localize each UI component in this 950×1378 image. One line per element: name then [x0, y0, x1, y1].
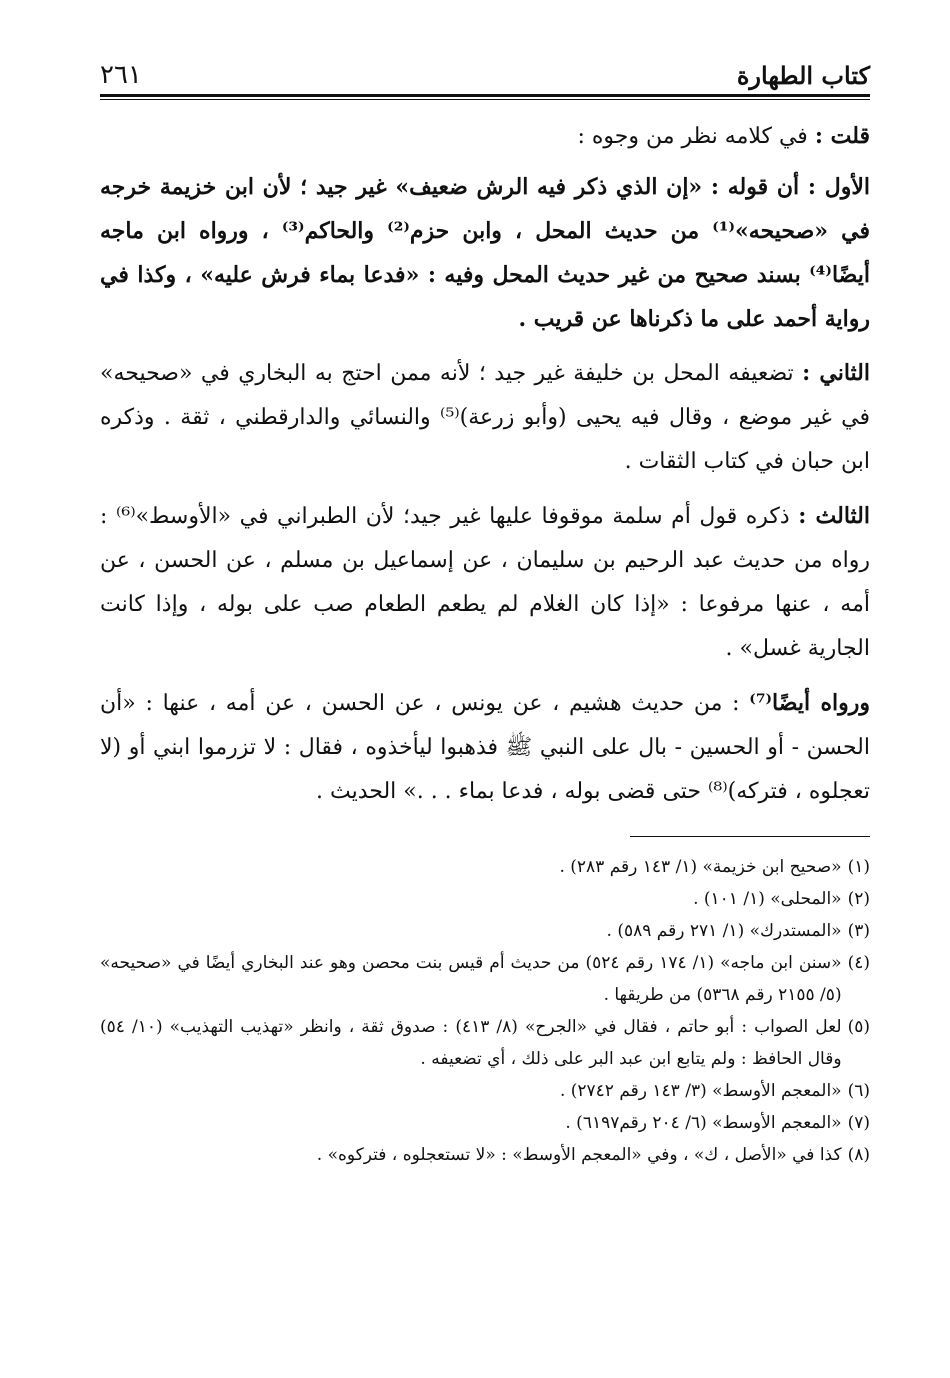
footnote-text: «المعجم الأوسط» (٣/ ١٤٣ رقم ٢٧٤٢) .: [559, 1081, 842, 1101]
footnote-text: «صحيح ابن خزيمة» (١/ ١٤٣ رقم ٢٨٣) .: [559, 857, 842, 877]
running-title: كتاب الطهارة: [736, 61, 870, 90]
footnote-item: [100, 883, 870, 915]
page-number: ٢٦١: [100, 60, 142, 90]
paragraph: [100, 165, 870, 341]
paragraph-text: أن قوله : «إن الذي ذكر فيه الرش ضعيف» غير جيد ؛ لأن ابن خزيمة خرجه في «صحيحه»⁽¹⁾ من حديث المحل ، وابن حزم⁽²⁾ والحاكم⁽³⁾ ، ورواه ابن ماجه أيضًا⁽⁴⁾ بسند صحيح من غير حديث المحل وفيه : «فدعا بماء فرش عليه» ، وكذا في رواية أحمد على ما ذكرناها عن قريب .: [100, 174, 870, 332]
paragraph-lead: الأول :: [807, 174, 870, 200]
footnote-number: (٧): [847, 1113, 870, 1133]
footnote-number: (٦): [847, 1081, 870, 1101]
book-page: [100, 48, 870, 1171]
header-rule-thin: [100, 99, 870, 100]
footnote-number: (١): [847, 857, 870, 877]
footnote-text: «المحلى» (١/ ١٠١) .: [693, 889, 842, 909]
paragraph: [100, 494, 870, 671]
paragraph: [100, 681, 870, 814]
paragraph-lead: الثاني :: [802, 360, 870, 386]
paragraph: [100, 351, 870, 484]
footnote-separator: [630, 836, 870, 837]
footnote-text: «المعجم الأوسط» (٦/ ٢٠٤ رقم٦١٩٧) .: [565, 1113, 842, 1133]
footnote-text: «سنن ابن ماجه» (١/ ١٧٤ رقم ٥٢٤) من حديث أم قيس بنت محصن وهو عند البخاري أيضًا في «صحيحه» (٥/ ٢١٥٥ رقم ٥٣٦٨) من طريقها .: [100, 953, 842, 1005]
paragraph-lead: قلت :: [814, 123, 870, 149]
footnotes: [100, 851, 870, 1171]
paragraph-lead: ورواه أيضًا⁽⁷⁾: [749, 690, 870, 716]
footnote-item: [100, 851, 870, 883]
header-rule-thick: [100, 94, 870, 97]
footnote-item: [100, 1075, 870, 1107]
footnote-text: كذا في «الأصل ، ك» ، وفي «المعجم الأوسط» : «لا تستعجلوه ، فتركوه» .: [316, 1145, 842, 1165]
main-text: [100, 114, 870, 814]
paragraph-text: في كلامه نظر من وجوه :: [577, 124, 815, 149]
paragraph-text: ذكره قول أم سلمة موقوفا عليها غير جيد؛ لأن الطبراني في «الأوسط»⁽⁶⁾ : رواه من حديث عبد الرحيم بن سليمان ، عن إسماعيل بن مسلم ، عن الحسن ، عن أمه ، عنها مرفوعا : «إذا كان الغلام لم يطعم الطعام صب على بوله ، وإذا كانت الجارية غسل» .: [100, 504, 870, 661]
page-header: [100, 48, 870, 90]
paragraph: [100, 114, 870, 159]
footnote-item: [100, 1107, 870, 1139]
footnote-item: [100, 915, 870, 947]
footnote-text: لعل الصواب : أبو حاتم ، فقال في «الجرح» (٨/ ٤١٣) : صدوق ثقة ، وانظر «تهذيب التهذيب» (١٠/ ٥٤) وقال الحافظ : ولم يتابع ابن عبد البر على ذلك ، أي تضعيفه .: [100, 1017, 842, 1069]
footnote-item: [100, 1139, 870, 1171]
footnote-number: (٥): [847, 1017, 870, 1037]
footnote-item: [100, 947, 870, 1011]
footnote-item: [100, 1011, 870, 1075]
paragraph-text: تضعيفه المحل بن خليفة غير جيد ؛ لأنه ممن احتج به البخاري في «صحيحه» في غير موضع ، وقال فيه يحيى (وأبو زرعة)⁽⁵⁾ والنسائي والدارقطني ، ثقة . وذكره ابن حبان في كتاب الثقات .: [100, 361, 871, 474]
paragraph-text: : من حديث هشيم ، عن يونس ، عن الحسن ، عن أمه ، عنها : «أن الحسن - أو الحسين - بال على النبي ﷺ فذهبوا ليأخذوه ، فقال : لا تزرموا ابني أو (لا تعجلوه ، فتركه)⁽⁸⁾ حتى قضى بوله ، فدعا بماء . . .» الحديث .: [100, 691, 870, 804]
paragraph-lead: الثالث :: [798, 503, 870, 529]
footnote-number: (٤): [847, 953, 870, 973]
footnote-number: (٣): [847, 921, 870, 941]
footnote-text: «المستدرك» (١/ ٢٧١ رقم ٥٨٩) .: [606, 921, 842, 941]
footnote-number: (٢): [847, 889, 870, 909]
footnote-number: (٨): [847, 1145, 870, 1165]
